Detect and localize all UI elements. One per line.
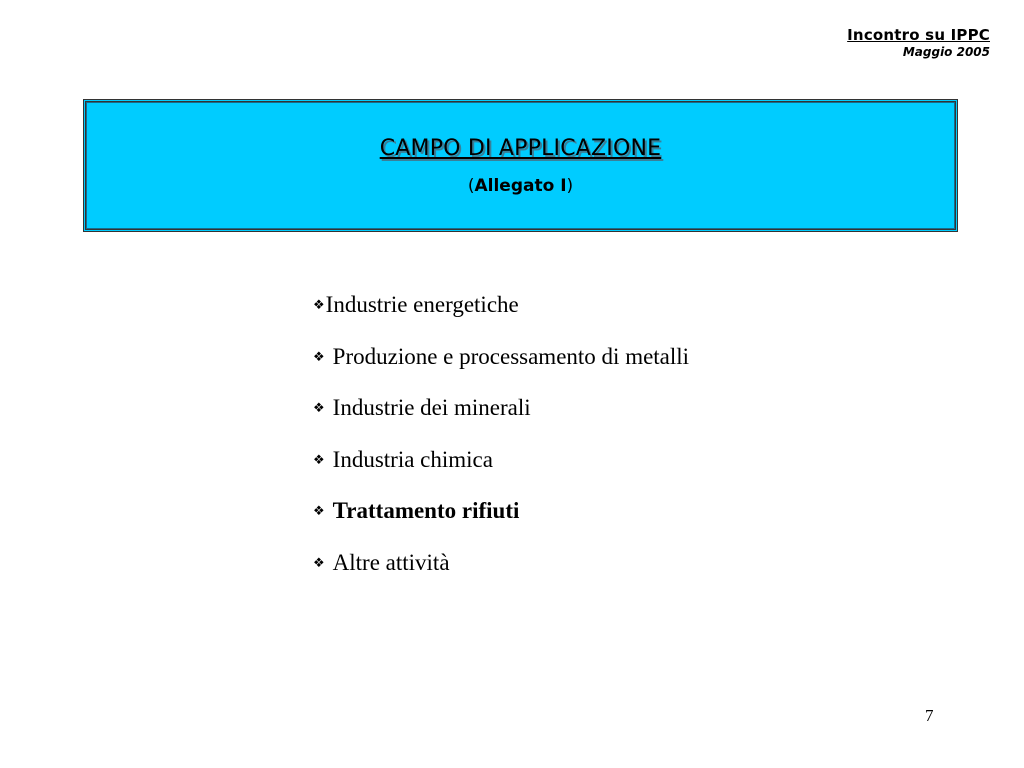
bullet-item [313, 496, 689, 548]
diamond-bullet-icon: ❖ [313, 554, 325, 570]
bullet-item [313, 290, 689, 342]
page-number: 7 [925, 706, 934, 725]
slide-header [847, 26, 990, 60]
slide-subtitle [86, 176, 955, 196]
bullet-item [313, 445, 689, 497]
header-date: Maggio 2005 [902, 45, 990, 59]
bullet-text: Industria chimica [332, 446, 493, 472]
bullet-list [313, 290, 689, 599]
diamond-bullet-icon: ❖ [313, 400, 325, 415]
diamond-bullet-icon: ❖ [313, 503, 325, 518]
subtitle-annex: Allegato I [474, 176, 567, 196]
header-title: Incontro su IPPC [847, 26, 990, 44]
diamond-bullet-icon: ❖ [313, 297, 325, 312]
bullet-item [313, 393, 689, 445]
diamond-bullet-icon: ❖ [313, 348, 325, 364]
subtitle-close-paren: ) [566, 176, 574, 196]
bullet-text: Produzione e processamento di metalli [332, 343, 690, 369]
bullet-item [313, 548, 689, 600]
bullet-text-bold: Trattamento rifiuti [332, 498, 520, 523]
subtitle-open-paren: ( [467, 176, 475, 196]
title-box [83, 99, 958, 232]
bullet-item [313, 342, 689, 394]
bullet-text: Industrie energetiche [325, 292, 519, 317]
diamond-bullet-icon: ❖ [313, 451, 325, 467]
slide-title: CAMPO DI APPLICAZIONE [379, 136, 662, 161]
bullet-text: Altre attività [332, 549, 450, 575]
bullet-text: Industrie dei minerali [332, 395, 531, 420]
